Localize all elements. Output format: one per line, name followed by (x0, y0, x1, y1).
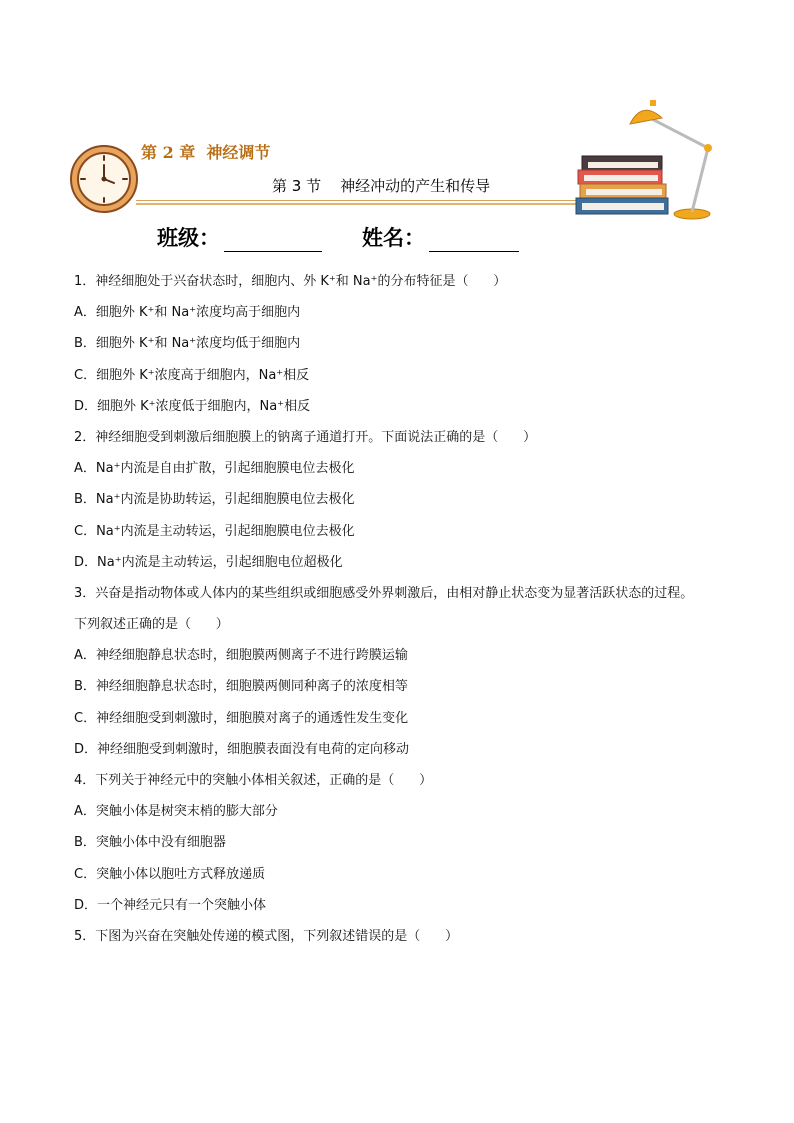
question-list (74, 266, 734, 952)
student-info-fields (157, 222, 519, 252)
question-1-option-a: A．细胞外 K⁺和 Na⁺浓度均高于细胞内 (74, 305, 301, 321)
question-1-option-c: C．细胞外 K⁺浓度高于细胞内，Na⁺相反 (74, 367, 310, 383)
header-divider (136, 200, 584, 201)
question-1-option-d: D．细胞外 K⁺浓度低于细胞内，Na⁺相反 (74, 398, 311, 414)
chapter-title: 第 2 章 神经调节 (141, 143, 271, 162)
name-blank[interactable] (429, 229, 519, 252)
name-label: 姓名： (362, 226, 425, 250)
question-3-stem-continued: 下列叙述正确的是（ ） (74, 617, 229, 633)
question-1-stem: 1．神经细胞处于兴奋状态时，细胞内、外 K⁺和 Na⁺的分布特征是（ ） (74, 274, 507, 289)
question-3-option-c: C．神经细胞受到刺激时，细胞膜对离子的通透性发生变化 (74, 710, 409, 726)
page-header (0, 0, 794, 260)
clock-icon (70, 145, 138, 213)
desk-lamp-icon (628, 96, 720, 220)
question-5-stem: 5．下图为兴奋在突触处传递的模式图，下列叙述错误的是（ ） (74, 928, 459, 944)
question-4-stem: 4．下列关于神经元中的突触小体相关叙述，正确的是（ ） (74, 773, 433, 788)
question-1-option-b: B．细胞外 K⁺和 Na⁺浓度均低于细胞内 (74, 336, 301, 352)
question-3-option-b: B．神经细胞静息状态时，细胞膜两侧同种离子的浓度相等 (74, 679, 408, 695)
question-2-option-d: D．Na⁺内流是主动转运，引起细胞电位超极化 (74, 554, 343, 570)
question-4-option-b: B．突触小体中没有细胞器 (74, 835, 226, 851)
question-2-option-b: B．Na⁺内流是协助转运，引起细胞膜电位去极化 (74, 492, 355, 508)
question-3-option-d: D．神经细胞受到刺激时，细胞膜表面没有电荷的定向移动 (74, 741, 410, 757)
question-3-stem: 3．兴奋是指动物体或人体内的某些组织或细胞感受外界刺激后，由相对静止状态变为显著活跃状态的过程。 (74, 585, 694, 601)
name-field (362, 222, 519, 252)
question-4-option-a: A．突触小体是树突末梢的膨大部分 (74, 804, 278, 820)
class-label: 班级： (157, 226, 220, 250)
question-2-option-c: C．Na⁺内流是主动转运，引起细胞膜电位去极化 (74, 523, 355, 539)
section-title: 第 3 节 神经冲动的产生和传导 (272, 177, 491, 195)
class-field (157, 222, 322, 252)
question-2-stem: 2．神经细胞受到刺激后细胞膜上的钠离子通道打开。下面说法正确的是（ ） (74, 429, 537, 445)
header-divider-thick (136, 203, 584, 205)
question-4-option-c: C．突触小体以胞吐方式释放递质 (74, 866, 266, 882)
question-3-option-a: A．神经细胞静息状态时，细胞膜两侧离子不进行跨膜运输 (74, 648, 408, 664)
question-2-option-a: A．Na⁺内流是自由扩散，引起细胞膜电位去极化 (74, 461, 355, 477)
class-blank[interactable] (224, 229, 322, 252)
question-4-option-d: D．一个神经元只有一个突触小体 (74, 897, 267, 913)
